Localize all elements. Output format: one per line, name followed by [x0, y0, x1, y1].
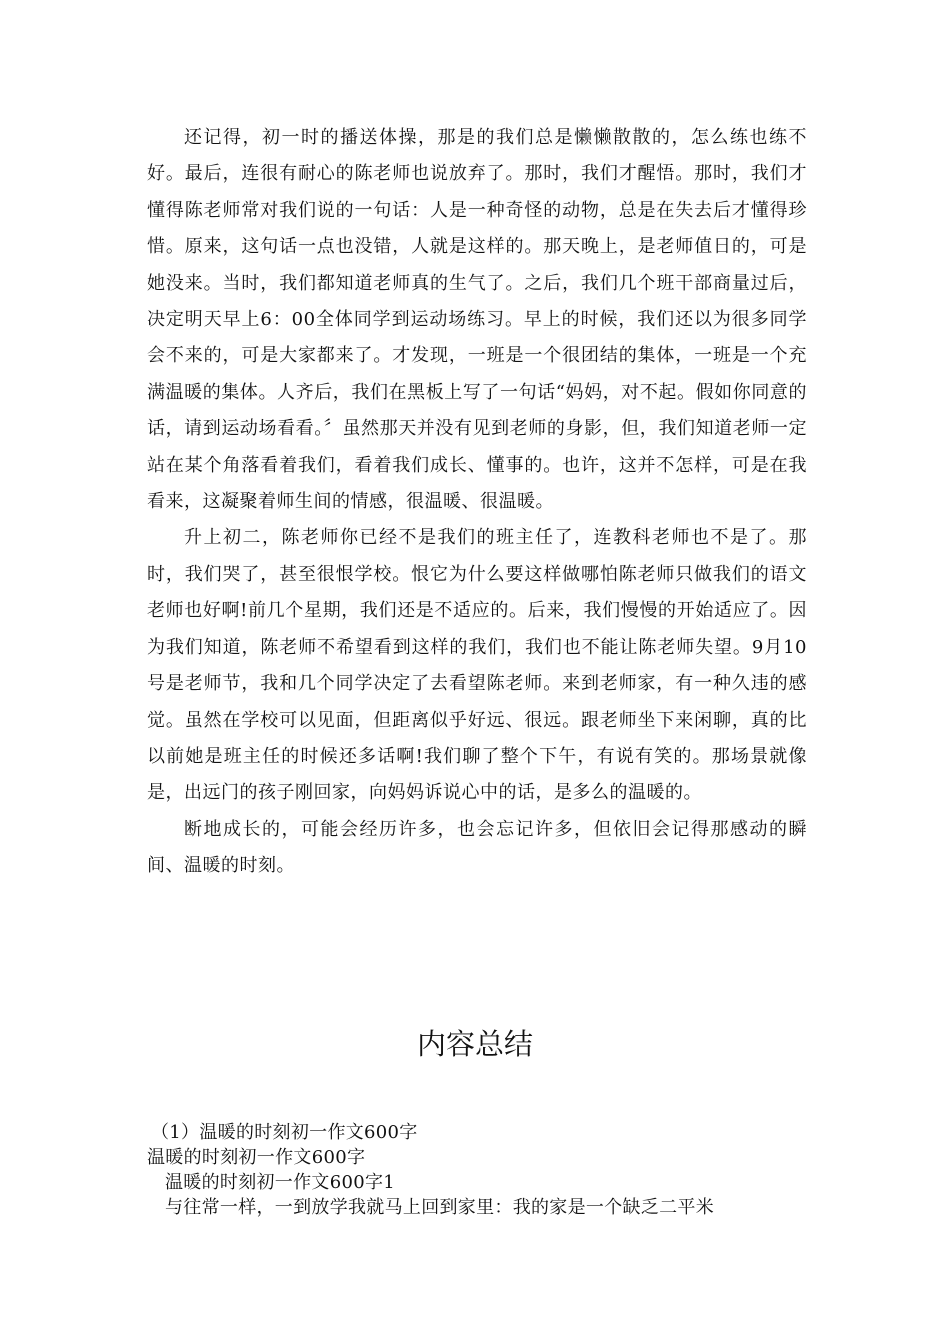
article-paragraph-3: 断地成长的，可能会经历许多，也会忘记许多，但依旧会记得那感动的瞬间、温暖的时刻。 — [147, 818, 807, 877]
article-body — [147, 120, 807, 885]
summary-title: 内容总结 — [416, 1027, 533, 1061]
article-paragraph-1: 还记得，初一时的播送体操，那是的我们总是懒懒散散的，怎么练也练不好。最后，连很有耐心的陈老师也说放弃了。那时，我们才醒悟。那时，我们才懂得陈老师常对我们说的一句话：人是一种奇怪的动物，总是在失去后才懂得珍惜。原来，这句话一点也没错，人就是这样的。那天晚上，是老师值日的，可是她没来。当时，我们都知道老师真的生气了。之后，我们几个班干部商量过后，决定明天早上6：00全体同学到运动场练习。早上的时候，我们还以为很多同学会不来的，可是大家都来了。才发现，一班是一个很团结的集体，一班是一个充满温暖的集体。人齐后，我们在黑板上写了一句话“妈妈，对不起。假如你同意的话，请到运动场看看。〞虽然那天并没有见到老师的身影，但，我们知道老师一定站在某个角落看着我们，看着我们成长、懂事的。也许，这并不怎样，可是在我看来，这凝聚着师生间的情感，很温暖、很温暖。 — [147, 127, 807, 513]
summary-line-3: 温暖的时刻初一作文600字1 — [165, 1172, 396, 1193]
summary-line-4: 与往常一样，一到放学我就马上回到家里：我的家是一个缺乏二平米 — [165, 1197, 714, 1218]
summary-block — [147, 1120, 817, 1220]
summary-line-2: 温暖的时刻初一作文600字 — [147, 1147, 366, 1168]
article-paragraph-2: 升上初二，陈老师你已经不是我们的班主任了，连教科老师也不是了。那时，我们哭了，甚至很恨学校。恨它为什么要这样做哪怕陈老师只做我们的语文老师也好啊!前几个星期，我们还是不适应的。后来，我们慢慢的开始适应了。因为我们知道，陈老师不希望看到这样的我们，我们也不能让陈老师失望。9月10号是老师节，我和几个同学决定了去看望陈老师。来到老师家，有一种久违的感觉。虽然在学校可以见面，但距离似乎好远、很远。跟老师坐下来闲聊，真的比以前她是班主任的时候还多话啊!我们聊了整个下午，有说有笑的。那场景就像是，出远门的孩子刚回家，向妈妈诉说心中的话，是多么的温暖的。 — [147, 527, 807, 804]
summary-line-1: （1）温暖的时刻初一作文600字 — [151, 1122, 418, 1143]
